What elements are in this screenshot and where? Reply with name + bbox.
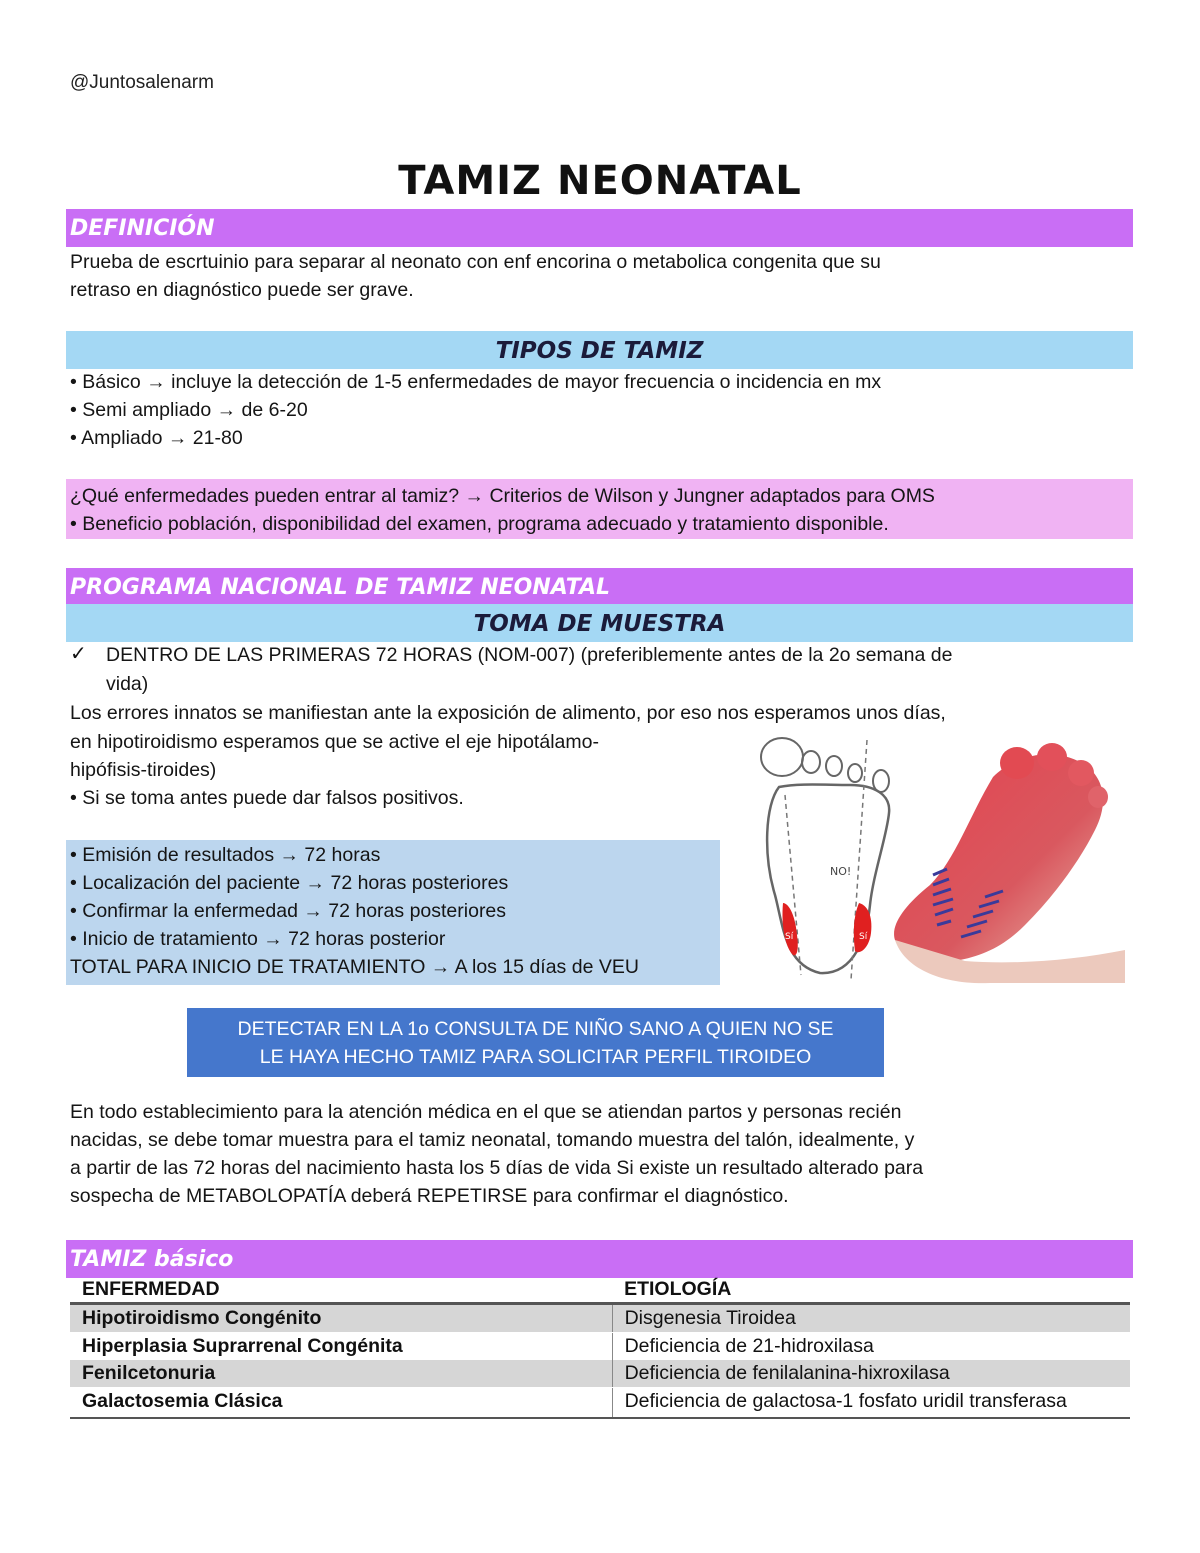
table-row <box>70 1388 1130 1419</box>
tipos-item: • Básico → incluye la detección de 1-5 enfermedades de mayor frecuencia o incidencia en mx <box>70 371 882 393</box>
table-header-row <box>70 1276 1130 1304</box>
enfermedad-cell: Galactosemia Clásica <box>70 1388 612 1419</box>
enfermedad-cell: Hipotiroidismo Congénito <box>70 1304 612 1333</box>
criterios-bullet: • Beneficio población, disponibilidad del examen, programa adecuado y tratamiento disponible. <box>70 513 889 535</box>
si-label-left: Sí <box>785 932 794 942</box>
table-row <box>70 1304 1130 1333</box>
check-line-1: DENTRO DE LAS PRIMERAS 72 HORAS (NOM-007) (preferiblemente antes de la 2o semana de <box>106 644 953 666</box>
tipos-item: • Ampliado → 21-80 <box>70 427 243 449</box>
si-label-right: Sí <box>859 932 868 942</box>
para-line-2: en hipotiroidismo esperamos que se active el eje hipotálamo- <box>70 731 599 753</box>
definicion-line-1: Prueba de escrtuinio para separar al neonato con enf encorina o metabolica congenita que su <box>70 251 881 273</box>
establecimiento-line: sospecha de METABOLOPATÍA deberá REPETIRSE para confirmar el diagnóstico. <box>70 1185 789 1207</box>
para-line-1: Los errores innatos se manifiestan ante la exposición de alimento, por eso nos esperamos unos días, <box>70 702 946 724</box>
table-row <box>70 1333 1130 1361</box>
establecimiento-line: En todo establecimiento para la atención médica en el que se atiendan partos y personas recién <box>70 1101 902 1123</box>
etiologia-cell: Disgenesia Tiroidea <box>612 1304 1130 1333</box>
timeline-total: TOTAL PARA INICIO DE TRATAMIENTO → A los 15 días de VEU <box>70 956 639 978</box>
criterios-question: ¿Qué enfermedades pueden entrar al tamiz? → Criterios de Wilson y Jungner adaptados para OMS <box>70 485 935 507</box>
check-icon: ✓ <box>70 643 87 665</box>
heel-puncture-figure <box>755 735 1125 985</box>
check-line-2: vida) <box>106 673 149 695</box>
tamiz-basico-heading: TAMIZ básico <box>66 1240 1133 1278</box>
etiologia-cell: Deficiencia de galactosa-1 fosfato uridil transferasa <box>612 1388 1130 1419</box>
para-bullet: • Si se toma antes puede dar falsos positivos. <box>70 787 464 809</box>
callout-line-1: DETECTAR EN LA 1o CONSULTA DE NIÑO SANO A QUIEN NO SE <box>237 1018 834 1040</box>
callout-line-2: LE HAYA HECHO TAMIZ PARA SOLICITAR PERFIL TIROIDEO <box>259 1046 812 1068</box>
baby-heel-photo <box>894 743 1125 983</box>
timeline-item: • Localización del paciente → 72 horas posteriores <box>70 872 509 894</box>
page-title: TAMIZ NEONATAL <box>398 158 802 204</box>
enfermedad-cell: Fenilcetonuria <box>70 1360 612 1388</box>
definicion-heading: DEFINICIÓN <box>66 209 1133 247</box>
column-header: ETIOLOGÍA <box>612 1276 1130 1304</box>
tipos-heading: TIPOS DE TAMIZ <box>66 331 1133 369</box>
etiologia-cell: Deficiencia de 21-hidroxilasa <box>612 1333 1130 1361</box>
timeline-item: • Confirmar la enfermedad → 72 horas posteriores <box>70 900 507 922</box>
no-label: NO! <box>830 865 852 878</box>
timeline-item: • Emisión de resultados → 72 horas <box>70 844 381 866</box>
author-handle: @Juntosalenarm <box>70 72 214 93</box>
tipos-item: • Semi ampliado → de 6-20 <box>70 399 308 421</box>
establecimiento-line: a partir de las 72 horas del nacimiento hasta los 5 días de vida Si existe un resultado alterado para <box>70 1157 924 1179</box>
para-line-3: hipófisis-tiroides) <box>70 759 217 781</box>
tamiz-basico-table <box>70 1276 1130 1419</box>
foot-diagram <box>761 738 889 980</box>
table-row <box>70 1360 1130 1388</box>
toma-muestra-heading: TOMA DE MUESTRA <box>66 604 1133 642</box>
establecimiento-line: nacidas, se debe tomar muestra para el tamiz neonatal, tomando muestra del talón, idealmente, y <box>70 1129 915 1151</box>
callout-box <box>187 1008 884 1077</box>
column-header: ENFERMEDAD <box>70 1276 612 1304</box>
programa-heading: PROGRAMA NACIONAL DE TAMIZ NEONATAL <box>66 568 1133 606</box>
timeline-item: • Inicio de tratamiento → 72 horas posterior <box>70 928 446 950</box>
enfermedad-cell: Hiperplasia Suprarrenal Congénita <box>82 1335 403 1357</box>
definicion-line-2: retraso en diagnóstico puede ser grave. <box>70 279 414 301</box>
etiologia-cell: Deficiencia de fenilalanina-hixroxilasa <box>612 1360 1130 1388</box>
